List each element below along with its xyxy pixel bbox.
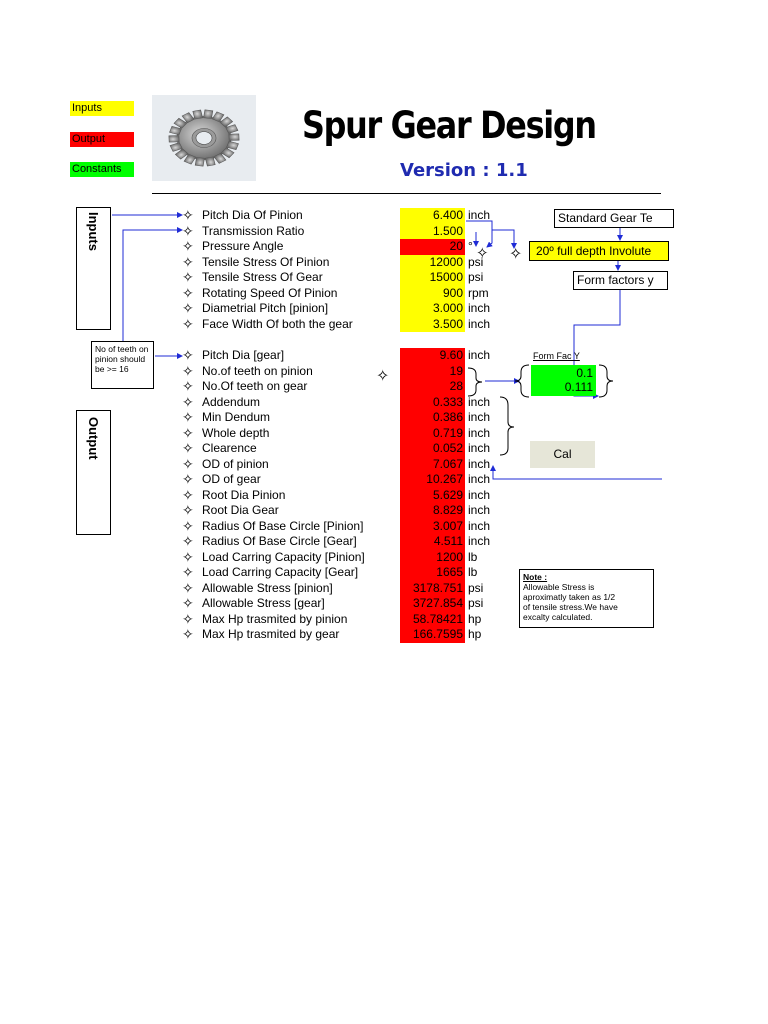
- note-line: Allowable Stress is: [523, 582, 595, 592]
- outputs-value: 1665: [400, 565, 465, 581]
- legend-inputs: Inputs: [70, 101, 134, 116]
- inputs-value[interactable]: 20: [400, 239, 465, 255]
- outputs-value: 3.007: [400, 519, 465, 535]
- full-depth-involute-box: 20º full depth Involute: [529, 241, 669, 261]
- inputs-label: Transmission Ratio: [202, 223, 305, 238]
- outputs-value: 166.7595: [400, 627, 465, 643]
- outputs-value: 5.629: [400, 488, 465, 504]
- row-bullet-icon: ✧: [182, 548, 194, 565]
- note-title: Note :: [523, 572, 548, 582]
- inputs-unit: rpm: [468, 285, 489, 300]
- outputs-unit: inch: [468, 503, 491, 517]
- outputs-value: 19: [400, 364, 465, 380]
- outputs-value: 9.60: [400, 348, 465, 364]
- row-bullet-icon: ✧: [182, 455, 194, 472]
- row-bullet-icon: ✧: [182, 486, 194, 503]
- form-fac-heading: Form Fac Y: [533, 351, 580, 361]
- inputs-label: Pressure Angle: [202, 239, 284, 253]
- inputs-unit: psi: [468, 254, 484, 269]
- inputs-unit: °: [468, 239, 473, 253]
- outputs-unit: hp: [468, 611, 482, 626]
- inputs-label: Face Width Of both the gear: [202, 316, 353, 331]
- cal-button[interactable]: Cal: [530, 441, 595, 468]
- inputs-unit: inch: [468, 301, 491, 315]
- outputs-value: 0.333: [400, 395, 465, 411]
- outputs-unit: hp: [468, 627, 482, 641]
- inputs-value[interactable]: 15000: [400, 270, 465, 286]
- row-bullet-icon: ✧: [182, 409, 194, 425]
- legend-output: Output: [70, 132, 134, 147]
- outputs-value: 7.067: [400, 457, 465, 473]
- outputs-label: Load Carring Capacity [Gear]: [202, 565, 359, 579]
- inputs-value[interactable]: 900: [400, 286, 465, 302]
- outputs-label: Min Dendum: [202, 410, 271, 424]
- inputs-side-label: Inputs: [86, 212, 101, 251]
- outputs-label: OD of pinion: [202, 456, 269, 471]
- inputs-unit: psi: [468, 270, 484, 284]
- outputs-label: Max Hp trasmited by pinion: [202, 611, 348, 626]
- version-label: Version : 1.1: [400, 160, 528, 181]
- outputs-value: 8.829: [400, 503, 465, 519]
- row-bullet-icon: ✧: [182, 579, 194, 596]
- row-bullet-icon: ✧: [182, 207, 194, 223]
- outputs-unit: inch: [468, 410, 491, 424]
- outputs-label: Allowable Stress [pinion]: [202, 580, 333, 595]
- note-line: aproximatly taken as 1/2: [523, 592, 616, 602]
- outputs-unit: inch: [468, 348, 491, 362]
- outputs-unit: inch: [468, 456, 491, 471]
- outputs-label: OD of gear: [202, 472, 261, 486]
- row-bullet-icon: ✧: [182, 502, 194, 518]
- outputs-label: Root Dia Gear: [202, 503, 279, 517]
- inputs-value[interactable]: 3.000: [400, 301, 465, 317]
- outputs-value: 28: [400, 379, 465, 395]
- outputs-value: 4.511: [400, 534, 465, 550]
- outputs-value: 1200: [400, 550, 465, 566]
- outputs-value: 10.267: [400, 472, 465, 488]
- inputs-value[interactable]: 6.400: [400, 208, 465, 224]
- row-bullet-icon: ✧: [182, 222, 194, 239]
- page-title: Spur Gear Design: [302, 104, 596, 147]
- outputs-unit: inch: [468, 518, 491, 533]
- row-bullet-icon: ✧: [182, 315, 194, 332]
- row-bullet-icon: ✧: [182, 393, 194, 410]
- outputs-value: 3727.854: [400, 596, 465, 612]
- outputs-unit: lb: [468, 549, 478, 564]
- note-line: excalty calculated.: [523, 612, 593, 622]
- row-bullet-icon: ✧: [182, 284, 194, 301]
- inputs-unit: inch: [468, 208, 491, 222]
- output-side-label: Output: [86, 417, 101, 460]
- sparkle-icon: ✧: [376, 368, 390, 385]
- row-bullet-icon: ✧: [182, 595, 194, 611]
- outputs-unit: psi: [468, 596, 484, 610]
- outputs-label: Clearence: [202, 441, 257, 455]
- inputs-value[interactable]: 12000: [400, 255, 465, 271]
- sparkle-icon: ✧: [509, 246, 523, 263]
- outputs-value: 0.719: [400, 426, 465, 442]
- row-bullet-icon: ✧: [182, 378, 194, 394]
- form-fac-value-gear: 0.111: [564, 380, 593, 394]
- row-bullet-icon: ✧: [182, 362, 194, 379]
- inputs-value[interactable]: 3.500: [400, 317, 465, 333]
- row-bullet-icon: ✧: [182, 269, 194, 285]
- outputs-label: Radius Of Base Circle [Pinion]: [202, 518, 364, 533]
- row-bullet-icon: ✧: [182, 564, 194, 580]
- inputs-unit: inch: [468, 316, 491, 331]
- sparkle-icon: ✧: [476, 245, 489, 262]
- row-bullet-icon: ✧: [182, 533, 194, 549]
- outputs-value: 0.386: [400, 410, 465, 426]
- form-fac-value-pinion: 0.1: [576, 366, 593, 380]
- outputs-label: Root Dia Pinion: [202, 487, 286, 502]
- outputs-unit: inch: [468, 441, 491, 455]
- outputs-value: 58.78421: [400, 612, 465, 628]
- form-factors-box: Form factors y: [573, 271, 668, 290]
- note-box: [519, 569, 654, 628]
- outputs-label: No.of teeth on pinion: [202, 363, 313, 378]
- outputs-unit: inch: [468, 534, 491, 548]
- legend-constants: Constants: [70, 162, 134, 177]
- inputs-value[interactable]: 1.500: [400, 224, 465, 240]
- outputs-value: 0.052: [400, 441, 465, 457]
- outputs-unit: lb: [468, 565, 478, 579]
- row-bullet-icon: ✧: [182, 610, 194, 627]
- row-bullet-icon: ✧: [182, 253, 194, 270]
- outputs-unit: inch: [468, 425, 491, 440]
- outputs-label: Pitch Dia [gear]: [202, 348, 285, 362]
- pinion-teeth-note: No of teeth on pinion should be >= 16: [91, 341, 154, 389]
- outputs-label: No.Of teeth on gear: [202, 379, 308, 393]
- inputs-label: Tensile Stress Of Gear: [202, 270, 323, 284]
- row-bullet-icon: ✧: [182, 626, 194, 642]
- standard-gear-box: Standard Gear Te: [554, 209, 674, 228]
- inputs-label: Rotating Speed Of Pinion: [202, 285, 338, 300]
- row-bullet-icon: ✧: [182, 471, 194, 487]
- row-bullet-icon: ✧: [182, 517, 194, 534]
- outputs-unit: inch: [468, 394, 491, 409]
- outputs-unit: psi: [468, 580, 484, 595]
- row-bullet-icon: ✧: [182, 440, 194, 456]
- row-bullet-icon: ✧: [182, 424, 194, 441]
- outputs-value: 3178.751: [400, 581, 465, 597]
- outputs-label: Addendum: [202, 394, 261, 409]
- outputs-label: Whole depth: [202, 425, 270, 440]
- inputs-label: Tensile Stress Of Pinion: [202, 254, 330, 269]
- outputs-label: Allowable Stress [gear]: [202, 596, 325, 610]
- outputs-unit: inch: [468, 487, 491, 502]
- inputs-label: Diametrial Pitch [pinion]: [202, 301, 329, 315]
- row-bullet-icon: ✧: [182, 238, 194, 254]
- outputs-label: Radius Of Base Circle [Gear]: [202, 534, 357, 548]
- note-line: of tensile stress.We have: [523, 602, 618, 612]
- outputs-label: Max Hp trasmited by gear: [202, 627, 340, 641]
- inputs-label: Pitch Dia Of Pinion: [202, 208, 303, 222]
- row-bullet-icon: ✧: [182, 300, 194, 316]
- outputs-label: Load Carring Capacity [Pinion]: [202, 549, 365, 564]
- form-fac-values: [531, 365, 596, 396]
- row-bullet-icon: ✧: [182, 347, 194, 363]
- outputs-unit: inch: [468, 472, 491, 486]
